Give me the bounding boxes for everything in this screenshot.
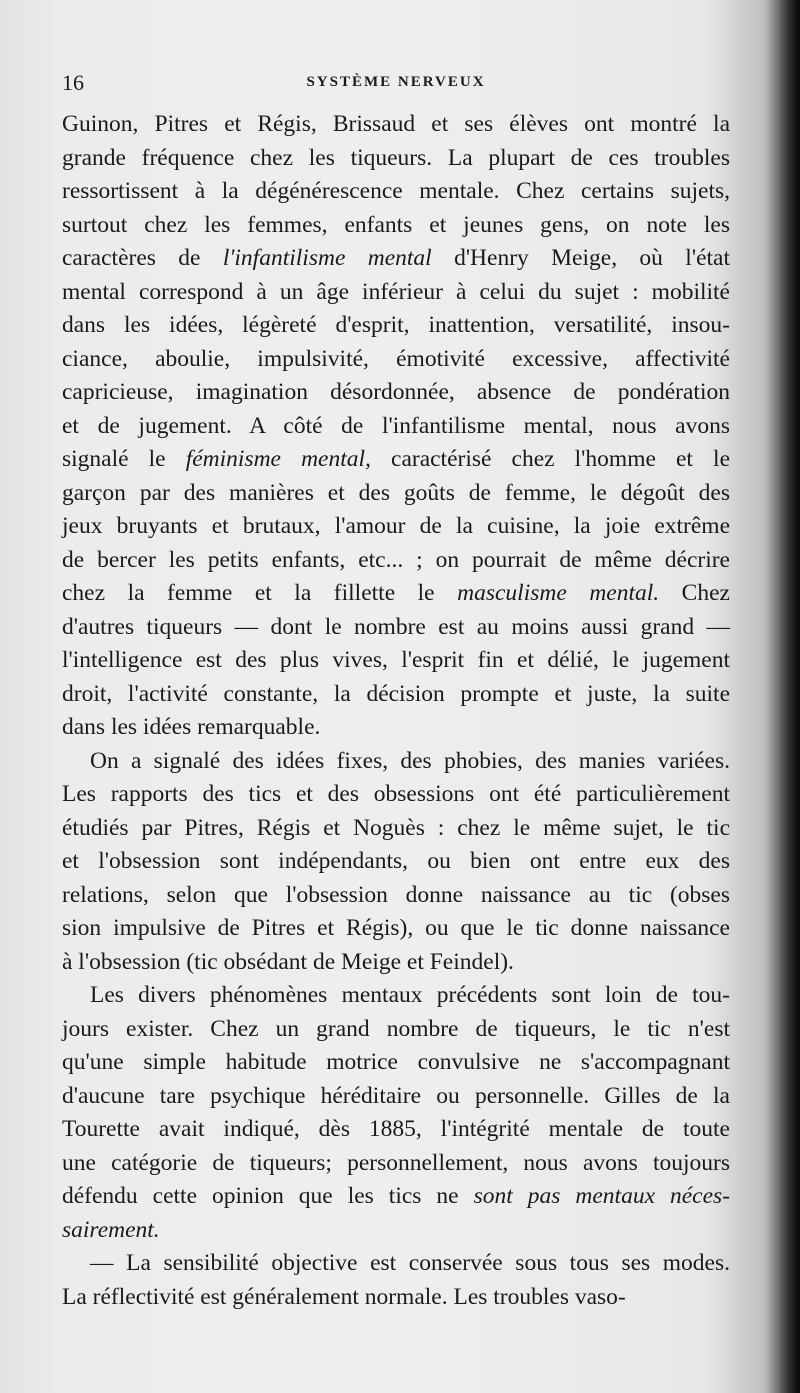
text-segment: caractères de	[62, 245, 223, 271]
text-line: Tourette avait indiqué, dès 1885, l'intégrité mentale de toute	[62, 1116, 730, 1142]
text-line: relations, selon que l'obsession donne naissance au tic (obses	[62, 881, 730, 908]
text-line	[62, 1180, 730, 1214]
text-line: ressortissent à la dégénérescence mentale. Chez certains sujets,	[62, 178, 730, 204]
text-line: jours exister. Chez un grand nombre de tiqueurs, le tic n'est	[62, 1015, 730, 1042]
text-line: d'autres tiqueurs — dont le nombre est au moins aussi grand —	[62, 613, 730, 640]
text-line: mental correspond à un âge inférieur à celui du sujet : mobilité	[62, 278, 730, 305]
text-line: — La sensibilité objective est conservée sous tous ses modes.	[90, 1250, 730, 1276]
text-line: l'intelligence est des plus vives, l'esprit fin et délié, le jugement	[62, 647, 730, 673]
text-line: droit, l'activité constante, la décision prompte et juste, la suite	[62, 680, 730, 707]
text-line: ciance, aboulie, impulsivité, émotivité excessive, affectivité	[62, 345, 730, 372]
text-line: On a signalé des idées fixes, des phobies, des manies variées.	[90, 747, 730, 774]
italic-term: sont pas mentaux néces-	[473, 1183, 730, 1209]
text-line: capricieuse, imagination désordonnée, absence de pondération	[62, 379, 730, 405]
text-line: d'aucune tare psychique héréditaire ou personnelle. Gilles de la	[62, 1082, 730, 1109]
text-line	[62, 443, 730, 477]
page-number: 16	[62, 70, 84, 95]
text-line: Guinon, Pitres et Régis, Brissaud et ses élèves ont montré la	[62, 111, 730, 137]
text-line: à l'obsession (tic obsédant de Meige et Feindel).	[62, 948, 514, 975]
text-segment: signalé le	[62, 446, 186, 472]
page-header	[62, 70, 730, 100]
text-line	[62, 577, 730, 611]
text-line: La réflectivité est généralement normale. Les troubles vaso-	[62, 1283, 626, 1310]
text-segment: caractérisé chez l'homme et le	[370, 446, 731, 472]
text-line: Les rapports des tics et des obsessions ont été particulièrement	[62, 781, 730, 807]
body-text	[62, 108, 730, 1314]
text-line: étudiés par Pitres, Régis et Noguès : chez le même sujet, le tic	[62, 814, 730, 841]
text-segment: défendu cette opinion que les tics ne	[62, 1183, 474, 1209]
book-spine-shadow	[762, 0, 800, 1393]
text-line: dans les idées remarquable.	[62, 714, 321, 740]
text-line: qu'une simple habitude motrice convulsive ne s'accompagnant	[62, 1049, 730, 1075]
text-line: dans les idées, légèreté d'esprit, inattention, versatilité, insou-	[62, 312, 730, 338]
text-line: jeux bruyants et brutaux, l'amour de la cuisine, la joie extrême	[62, 513, 730, 539]
italic-term: sairement.	[62, 1216, 160, 1243]
text-line: garçon par des manières et des goûts de femme, le dégoût des	[62, 479, 730, 506]
italic-term: l'infantilisme mental	[222, 245, 432, 271]
text-line: grande fréquence chez les tiqueurs. La plupart de ces troubles	[62, 144, 730, 171]
text-line	[62, 1214, 730, 1248]
text-line: Les divers phénomènes mentaux précédents sont loin de tou-	[90, 982, 730, 1008]
text-line	[62, 242, 730, 276]
text-line: et de jugement. A côté de l'infantilisme mental, nous avons	[62, 412, 730, 439]
text-segment: d'Henry Meige, où l'état	[431, 245, 730, 271]
text-line: et l'obsession sont indépendants, ou bien ont entre eux des	[62, 848, 730, 874]
italic-term: masculisme mental.	[457, 580, 660, 606]
text-segment: chez la femme et la fillette le	[62, 580, 458, 606]
italic-term: féminisme mental,	[185, 446, 371, 472]
text-line: surtout chez les femmes, enfants et jeunes gens, on note les	[62, 211, 730, 238]
running-title: SYSTÈME NERVEUX	[306, 74, 486, 90]
text-segment: Chez	[659, 580, 730, 606]
text-line: sion impulsive de Pitres et Régis), ou que le tic donne naissance	[62, 915, 730, 941]
text-line: une catégorie de tiqueurs; personnellement, nous avons toujours	[62, 1149, 730, 1176]
text-line: de bercer les petits enfants, etc... ; on pourrait de même décrire	[62, 546, 730, 573]
